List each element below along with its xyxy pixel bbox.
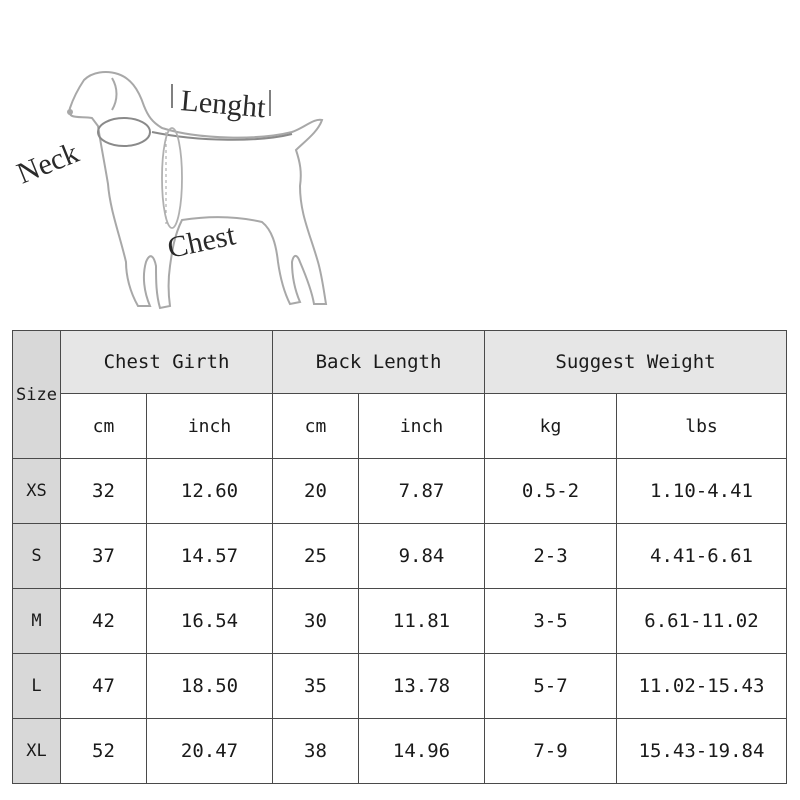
back-length-header: Back Length	[273, 331, 485, 394]
table-cell: 5-7	[485, 654, 617, 719]
table-cell: 7-9	[485, 719, 617, 784]
dog-measurement-diagram	[0, 0, 800, 320]
table-row	[13, 654, 787, 719]
unit-header: cm	[273, 394, 359, 459]
table-cell: 30	[273, 589, 359, 654]
unit-header: inch	[147, 394, 273, 459]
table-cell: 0.5-2	[485, 459, 617, 524]
chest-measure-line	[162, 128, 182, 228]
table-cell: 15.43-19.84	[617, 719, 787, 784]
table-cell: 16.54	[147, 589, 273, 654]
table-cell: 3-5	[485, 589, 617, 654]
table-row	[13, 589, 787, 654]
table-cell: 52	[61, 719, 147, 784]
table-cell: 42	[61, 589, 147, 654]
table-cell: 37	[61, 524, 147, 589]
size-cell: XL	[13, 719, 61, 784]
table-cell: 38	[273, 719, 359, 784]
size-header: Size	[13, 331, 61, 459]
dog-nose	[67, 109, 73, 115]
table-cell: 1.10-4.41	[617, 459, 787, 524]
table-cell: 18.50	[147, 654, 273, 719]
table-cell: 11.81	[359, 589, 485, 654]
neck-measure-line	[98, 118, 150, 146]
table-cell: 14.96	[359, 719, 485, 784]
table-cell: 20	[273, 459, 359, 524]
chest-girth-header: Chest Girth	[61, 331, 273, 394]
chest-label: Chest	[164, 218, 239, 265]
size-cell: M	[13, 589, 61, 654]
size-cell: L	[13, 654, 61, 719]
table-cell: 20.47	[147, 719, 273, 784]
suggest-weight-header: Suggest Weight	[485, 331, 787, 394]
size-cell: XS	[13, 459, 61, 524]
size-cell: S	[13, 524, 61, 589]
table-cell: 47	[61, 654, 147, 719]
dog-ear	[112, 78, 117, 110]
table-cell: 11.02-15.43	[617, 654, 787, 719]
table-cell: 4.41-6.61	[617, 524, 787, 589]
table-cell: 9.84	[359, 524, 485, 589]
table-cell: 12.60	[147, 459, 273, 524]
unit-header: kg	[485, 394, 617, 459]
group-header-row	[13, 331, 787, 394]
table-cell: 13.78	[359, 654, 485, 719]
table-row	[13, 524, 787, 589]
table-cell: 7.87	[359, 459, 485, 524]
length-label: Lenght	[179, 84, 267, 125]
unit-header: cm	[61, 394, 147, 459]
size-chart-table	[12, 330, 787, 784]
unit-header: inch	[359, 394, 485, 459]
table-cell: 35	[273, 654, 359, 719]
unit-header: lbs	[617, 394, 787, 459]
neck-label: Neck	[12, 136, 84, 191]
table-cell: 14.57	[147, 524, 273, 589]
table-cell: 32	[61, 459, 147, 524]
table-cell: 6.61-11.02	[617, 589, 787, 654]
unit-header-row	[13, 394, 787, 459]
table-row	[13, 459, 787, 524]
table-row	[13, 719, 787, 784]
table-cell: 2-3	[485, 524, 617, 589]
table-cell: 25	[273, 524, 359, 589]
